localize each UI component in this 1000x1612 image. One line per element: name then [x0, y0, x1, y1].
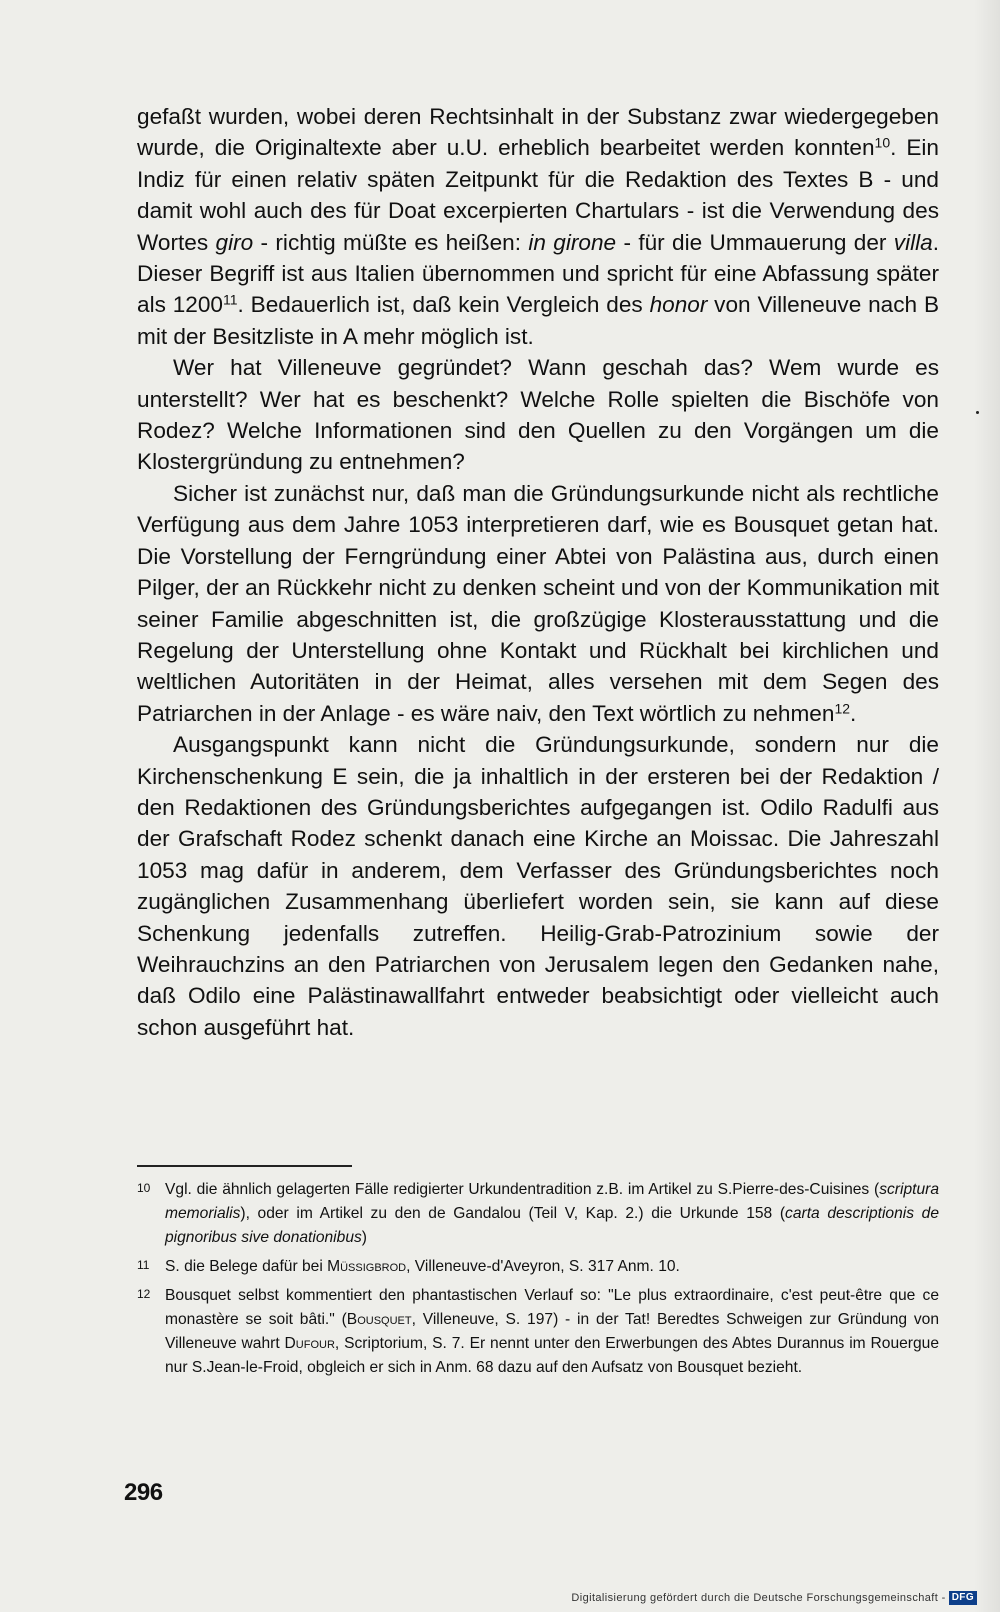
paragraph — [137, 478, 939, 729]
digitization-credit — [571, 1591, 977, 1605]
text-run: Ausgangspunkt kann nicht die Gründungsurkunde, sondern nur die Kirchenschenkung E sein, die ja inhaltlich in der ersteren bei der Redaktion / den Redaktionen des Gründungsberichtes aufgegangen ist. Odilo Radulfi aus der Grafschaft Rodez schenkt danach eine Kirche an Moissac. Die Jahreszahl 1053 mag dafür in anderem, dem Verfasser des Gründungsberichtes noch zugänglichen Zusammenhang überliefert worden sein, sie kann auf diese Schenkung jedenfalls zutreffen. Heilig-Grab-Patrozinium sowie der Weihrauchzins an den Patriarchen von Jerusalem legen den Gedanken nahe, daß Odilo eine Palästinawallfahrt entweder beabsichtigt oder vielleicht auch schon ausgeführt hat. — [137, 732, 939, 1040]
italic-term: carta descriptionis de pignoribus sive donationibus — [165, 1205, 939, 1246]
italic-term: giro — [215, 229, 254, 255]
dfg-logo: DFG — [949, 1591, 977, 1605]
text-run: Vgl. die ähnlich gelagerten Fälle redigierter Urkundentradition z.B. im Artikel zu S.Pierre-des-Cuisines ( — [165, 1181, 880, 1198]
text-run: Wer hat Villeneuve gegründet? Wann geschah das? Wem wurde es unterstellt? Wer hat es beschenkt? Welche Rolle spielten die Bischöfe von Rodez? Welche Informationen sind den Quellen zu den Vorgängen um die Klostergründung zu entnehmen? — [137, 355, 939, 475]
footnote-text — [165, 1178, 939, 1250]
text-run: Sicher ist zunächst nur, daß man die Gründungsurkunde nicht als rechtliche Verfügung aus dem Jahre 1053 interpretieren darf, wie es Bousquet getan hat. Die Vorstellung der Ferngründung einer Abtei von Palästina aus, durch einen Pilger, der an Rückkehr nicht zu denken scheint und von der Kommunikation mit seiner Familie abgeschnitten ist, die großzügige Klosterausstattung und die Regelung der Unterstellung ohne Kontakt und Rückhalt bei kirchlichen und weltlichen Autoritäten in der Heimat, alles versehen mit dem Segen des Patriarchen in der Anlage - es wäre naiv, den Text wörtlich zu nehmen — [137, 480, 939, 726]
text-run: , Scriptorium, S. 7. Er nennt unter den Erwerbungen des Abtes Durannus im Rouergue nur S.Jean-le-Froid, obgleich er sich in Anm. 68 dazu auf den Aufsatz von Bousquet bezieht. — [165, 1335, 939, 1376]
paragraph — [137, 352, 939, 478]
italic-term: in girone — [528, 229, 617, 255]
italic-term: scriptura memorialis — [165, 1181, 939, 1222]
italic-term: honor — [649, 292, 708, 318]
text-run: gefaßt wurden, wobei deren Rechtsinhalt in der Substanz zwar wiedergegeben wurde, die Originaltexte aber u.U. erheblich bearbeitet werden konnten — [137, 104, 939, 161]
scan-speck — [976, 411, 979, 414]
footnote-number: 10 — [137, 1181, 151, 1195]
text-run: . Ein Indiz für einen relativ späten Zeitpunkt für die Redaktion des Textes B - und damit wohl auch des für Doat excerpierten Chartulars - ist die Verwendung des Wortes — [137, 135, 939, 255]
footnote-ref: 11 — [222, 291, 238, 308]
text-run: Bousquet selbst kommentiert den phantastischen Verlauf so: "Le plus extraordinaire, c'est peut-être que ce monastère se soit bâti." ( — [165, 1287, 939, 1328]
footnote-text — [165, 1255, 939, 1279]
paragraph — [137, 729, 939, 1043]
paragraph — [137, 101, 939, 352]
footnote — [137, 1178, 939, 1250]
text-run: ), oder im Artikel zu den de Gandalou (Teil V, Kap. 2.) die Urkunde 158 ( — [240, 1205, 786, 1222]
text-run: . Dieser Begriff ist aus Italien übernommen und spricht für eine Abfassung später als 1200 — [137, 229, 939, 318]
italic-term: villa — [893, 229, 933, 255]
text-run: von Villeneuve nach B mit der Besitzliste in A mehr möglich ist. — [137, 292, 940, 349]
footnote-number: 11 — [137, 1258, 150, 1272]
author-name: Dufour — [284, 1335, 335, 1352]
credit-text: Digitalisierung gefördert durch die Deutsche Forschungsgemeinschaft - — [571, 1592, 946, 1604]
text-run: . Bedauerlich ist, daß kein Vergleich des — [237, 292, 650, 318]
text-run: . — [850, 700, 857, 726]
footnote-number: 12 — [137, 1287, 151, 1301]
text-run: S. die Belege dafür bei — [165, 1258, 328, 1275]
author-name: Müssigbrod — [327, 1258, 407, 1275]
footnote-text — [165, 1284, 939, 1380]
footnote-rule — [137, 1165, 352, 1167]
author-name: Bousquet — [346, 1311, 412, 1328]
text-run: - für die Ummauerung der — [616, 229, 894, 255]
footnote-ref: 10 — [874, 134, 891, 151]
footnote — [137, 1255, 939, 1279]
text-run: , Villeneuve, S. 197) - in der Tat! Beredtes Schweigen zur Gründung von Villeneuve wahrt — [165, 1311, 939, 1352]
footnotes — [137, 1178, 939, 1385]
text-run: - richtig müßte es heißen: — [253, 229, 529, 255]
footnote — [137, 1284, 939, 1380]
page-edge-shadow — [974, 0, 1000, 1612]
footnote-ref: 12 — [834, 700, 851, 717]
page-number: 296 — [124, 1479, 163, 1506]
main-text — [137, 101, 939, 1043]
text-run: ) — [361, 1229, 367, 1246]
text-run: , Villeneuve-d'Aveyron, S. 317 Anm. 10. — [406, 1258, 680, 1275]
